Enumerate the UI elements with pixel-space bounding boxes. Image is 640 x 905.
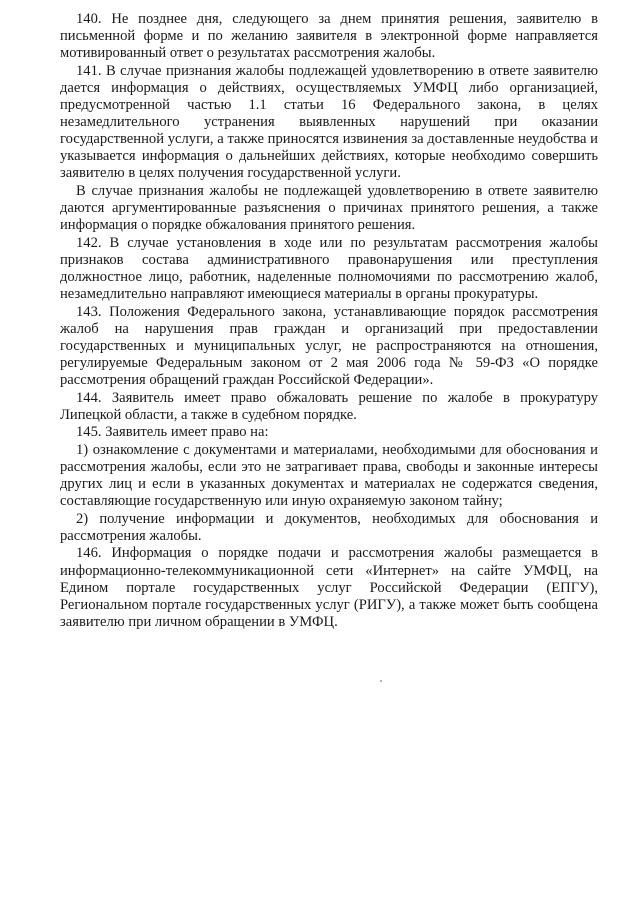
paragraph-144: 144. Заявитель имеет право обжаловать решение по жалобе в прокуратуру Липецкой области, а также в судебном порядке. — [60, 389, 598, 423]
document-page — [60, 11, 598, 631]
paragraph-142: 142. В случае установления в ходе или по результатам рассмотрения жалобы признаков состава административного правонарушения или преступления должностное лицо, работник, наделенные полномочиями по рассмотрению жалоб, незамедлительно направляют имеющиеся материалы в органы прокуратуры. — [60, 234, 598, 302]
paragraph-140: 140. Не позднее дня, следующего за днем принятия решения, заявителю в письменной форме и по желанию заявителя в электронной форме направляется мотивированный ответ о результатах рассмотрения жалобы. — [60, 11, 598, 62]
paragraph-143: 143. Положения Федерального закона, устанавливающие порядок рассмотрения жалоб на нарушения прав граждан и организаций при предоставлении государственных и муниципальных услуг, не распространяются на отношения, регулируемые Федеральным законом от 2 мая 2006 года № 59-ФЗ «О порядке рассмотрения обращений граждан Российской Федерации». — [60, 303, 598, 388]
paragraph-146: 146. Информация о порядке подачи и рассмотрения жалобы размещается в информационно-телекоммуникационной сети «Интернет» на сайте УМФЦ, на Едином портале государственных услуг Российской Федерации (ЕПГУ), Региональном портале государственных услуг (РИГУ), а также может быть сообщена заявителю при личном обращении в УМФЦ. — [60, 545, 598, 630]
paragraph-145-item-1: 1) ознакомление с документами и материалами, необходимыми для обоснования и рассмотрения жалобы, если это не затрагивает права, свободы и законные интересы других лиц и если в указанных документах и материалах не содержатся сведения, составляющие государственную или иную охраняемую законом тайну; — [60, 441, 598, 510]
paragraph-145: 145. Заявитель имеет право на: — [76, 424, 269, 441]
scan-speck — [380, 680, 382, 682]
paragraph-145-item-2: 2) получение информации и документов, необходимых для обоснования и рассмотрения жалобы. — [60, 510, 598, 544]
paragraph-141: 141. В случае признания жалобы подлежащей удовлетворению в ответе заявителю дается информация о действиях, осуществляемых УМФЦ либо организацией, предусмотренной частью 1.1 статьи 16 Федерального закона, в целях незамедлительного устранения выявленных нарушений при оказании государственной услуги, а также приносятся извинения за доставленные неудобства и указывается информация о дальнейших действиях, которые необходимо совершить заявителю в целях получения государственной услуги. — [60, 62, 598, 182]
paragraph-141-refusal: В случае признания жалобы не подлежащей удовлетворению в ответе заявителю даются аргументированные разъяснения о причинах принятого решения, а также информация о порядке обжалования принятого решения. — [60, 182, 598, 234]
